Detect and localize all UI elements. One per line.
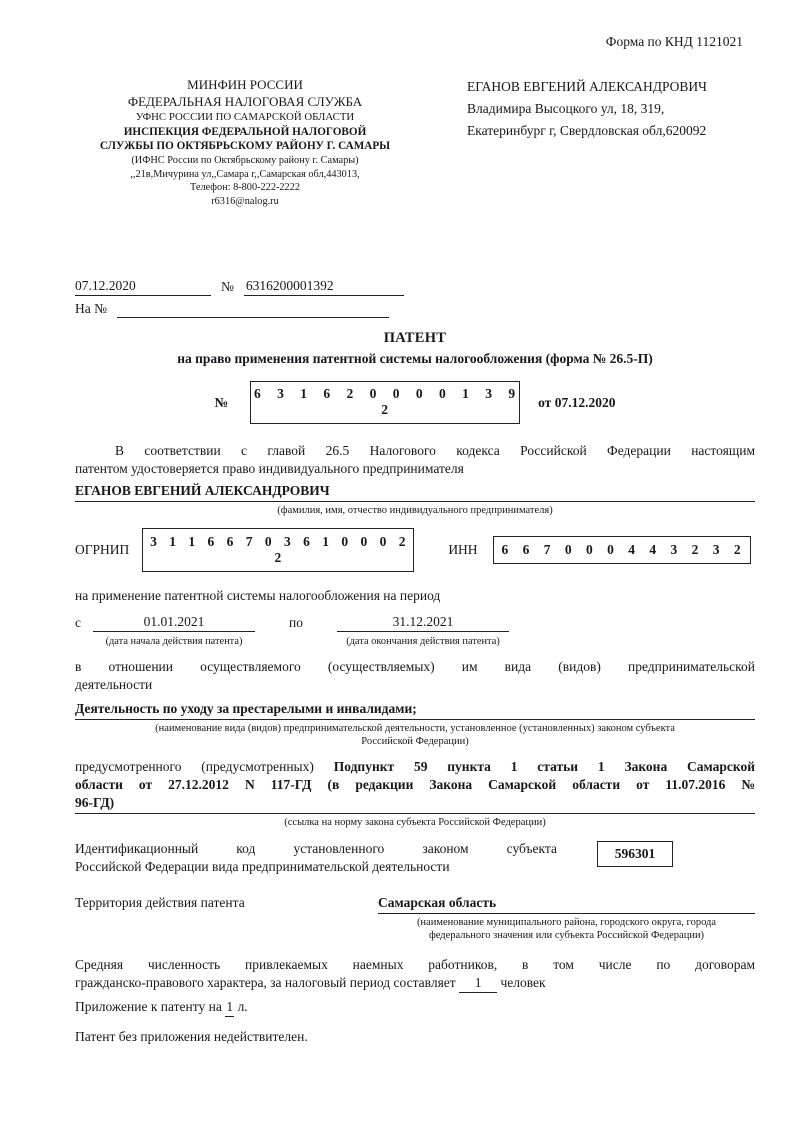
document-subtitle: на право применения патентной системы налогообложения (форма № 26.5-П) bbox=[177, 351, 653, 367]
activity-caption-line: Российской Федерации) bbox=[361, 735, 469, 747]
reference-reply-blank bbox=[117, 302, 389, 318]
codes-row bbox=[75, 528, 755, 572]
patent-number-box: 6 3 1 6 2 0 0 0 0 1 3 9 2 bbox=[250, 381, 520, 424]
activity-name: Деятельность по уходу за престарелыми и инвалидами; bbox=[75, 701, 755, 720]
intro-line: патентом удостоверяется право индивидуального предпринимателя bbox=[75, 461, 464, 477]
reference-row bbox=[75, 278, 755, 296]
period-dates-row bbox=[75, 614, 755, 648]
period-from-label: с bbox=[75, 615, 81, 630]
reference-reply-row bbox=[75, 301, 755, 318]
reference-date: 07.12.2020 bbox=[75, 278, 211, 296]
issuer-line: МИНФИН РОССИИ bbox=[187, 77, 303, 92]
employees-paragraph bbox=[75, 956, 755, 993]
form-code: Форма по КНД 1121021 bbox=[605, 34, 743, 49]
ogrnip-label: ОГРНИП bbox=[75, 542, 130, 558]
activity-intro bbox=[75, 658, 755, 694]
recipient-name: ЕГАНОВ ЕВГЕНИЙ АЛЕКСАНДРОВИЧ bbox=[467, 79, 707, 94]
recipient-address-line: Владимира Высоцкого ул, 18, 319, bbox=[467, 100, 665, 116]
patent-issue-date: от 07.12.2020 bbox=[538, 394, 616, 410]
territory-value: Самарская область bbox=[378, 895, 755, 914]
attachment-suffix: л. bbox=[237, 998, 248, 1014]
reference-block bbox=[75, 278, 755, 318]
entrepreneur-caption: (фамилия, имя, отчество индивидуального предпринимателя) bbox=[277, 505, 553, 517]
period-intro: на применение патентной системы налогообложения на период bbox=[75, 588, 441, 604]
identification-code-line: Российской Федерации вида предпринимательской деятельности bbox=[75, 859, 450, 875]
employees-line: Средняя численность привлекаемых наемных работников, в том числе по договорам bbox=[75, 957, 755, 973]
attachment-pages: 1 bbox=[225, 998, 234, 1017]
identification-code-box: 596301 bbox=[597, 841, 673, 867]
law-caption: (ссылка на норму закона субъекта Российской Федерации) bbox=[284, 817, 546, 829]
period-from-date: 01.01.2021 bbox=[93, 614, 255, 632]
ogrnip-value-box: 3 1 1 6 6 7 0 3 6 1 0 0 0 2 2 bbox=[142, 528, 414, 572]
issuer-line: СЛУЖБЫ ПО ОКТЯБРЬСКОМУ РАЙОНУ Г. САМАРЫ bbox=[99, 140, 391, 153]
territory-caption bbox=[378, 916, 755, 942]
entrepreneur-name: ЕГАНОВ ЕВГЕНИЙ АЛЕКСАНДРОВИЧ bbox=[75, 483, 755, 502]
period-to-column bbox=[337, 614, 509, 648]
issuer-email: r6316@nalog.ru bbox=[211, 195, 279, 207]
intro-line: В соответствии с главой 26.5 Налогового кодекса Российской Федерации настоящим bbox=[115, 443, 755, 459]
identification-code-row bbox=[75, 840, 755, 876]
reference-number-label: № bbox=[221, 279, 234, 295]
issuer-line: ИНСПЕКЦИЯ ФЕДЕРАЛЬНОЙ НАЛОГОВОЙ bbox=[123, 125, 367, 138]
territory-label: Территория действия патента bbox=[75, 895, 245, 911]
employees-line bbox=[75, 974, 755, 993]
intro-paragraph bbox=[75, 442, 755, 478]
patent-number-row bbox=[75, 381, 755, 424]
territory-caption-line: федерального значения или субъекта Российской Федерации) bbox=[428, 930, 705, 942]
recipient-address-line: Екатеринбург г, Свердловская обл,620092 bbox=[467, 122, 707, 138]
attachment-line bbox=[75, 998, 755, 1017]
activity-intro-line: в отношении осуществляемого (осуществляемых) им вида (видов) предпринимательской bbox=[75, 659, 755, 674]
law-prefix: предусмотренного (предусмотренных) bbox=[75, 758, 314, 774]
inn-label: ИНН bbox=[448, 542, 478, 558]
issuer-line: (ИФНС России по Октябрьскому району г. Самары) bbox=[131, 155, 359, 167]
reference-reply-label: На № bbox=[75, 301, 107, 317]
period-from-column bbox=[93, 614, 255, 648]
territory-caption-line: (наименование муниципального района, городского округа, города bbox=[416, 917, 717, 929]
law-line bbox=[75, 758, 755, 776]
employees-suffix: человек bbox=[500, 975, 546, 991]
activity-caption-line: (наименование вида (видов) предпринимательской деятельности, установленное (установленных) законом субъекта bbox=[155, 722, 675, 734]
law-bold-text: области от 27.12.2012 N 117-ГД (в редакции Закона Самарской области от 11.07.2016 № bbox=[75, 776, 755, 792]
issuer-phone: Телефон: 8-800-222-2222 bbox=[190, 182, 300, 194]
issuer-line: УФНС РОССИИ ПО САМАРСКОЙ ОБЛАСТИ bbox=[135, 111, 355, 124]
law-reference-paragraph bbox=[75, 758, 755, 814]
territory-row bbox=[75, 895, 755, 942]
period-from-caption: (дата начала действия патента) bbox=[105, 636, 243, 647]
validity-note: Патент без приложения недействителен. bbox=[75, 1028, 308, 1044]
period-to-caption: (дата окончания действия патента) bbox=[346, 636, 500, 647]
issuer-line: ФЕДЕРАЛЬНАЯ НАЛОГОВАЯ СЛУЖБА bbox=[127, 94, 363, 110]
territory-column bbox=[378, 895, 755, 942]
reference-number: 6316200001392 bbox=[244, 278, 404, 296]
activity-intro-line: деятельности bbox=[75, 676, 153, 692]
identification-code-line: Идентификационный код установленного законом субъекта bbox=[75, 841, 557, 857]
document-title: ПАТЕНТ bbox=[383, 330, 447, 347]
identification-code-text bbox=[75, 840, 557, 876]
issuer-address: ,,21в,Мичурина ул,,Самара г,,Самарская обл,443013, bbox=[130, 168, 360, 180]
employees-text: гражданско-правового характера, за налоговый период составляет bbox=[75, 975, 456, 991]
employees-count: 1 bbox=[459, 974, 497, 993]
law-bold-text: Подпункт 59 пункта 1 статьи 1 Закона Самарской bbox=[333, 758, 756, 774]
recipient-block bbox=[467, 76, 707, 208]
inn-value-box: 6 6 7 0 0 0 4 4 3 2 3 2 bbox=[493, 536, 751, 564]
law-line bbox=[75, 776, 755, 794]
period-to-label: по bbox=[289, 615, 303, 630]
activity-caption bbox=[75, 722, 755, 748]
issuer-block bbox=[75, 76, 415, 208]
attachment-text: Приложение к патенту на bbox=[75, 998, 222, 1014]
patent-number-label: № bbox=[214, 394, 229, 410]
letterhead bbox=[75, 76, 755, 208]
law-line-underlined: 96-ГД) bbox=[75, 794, 755, 815]
period-to-date: 31.12.2021 bbox=[337, 614, 509, 632]
